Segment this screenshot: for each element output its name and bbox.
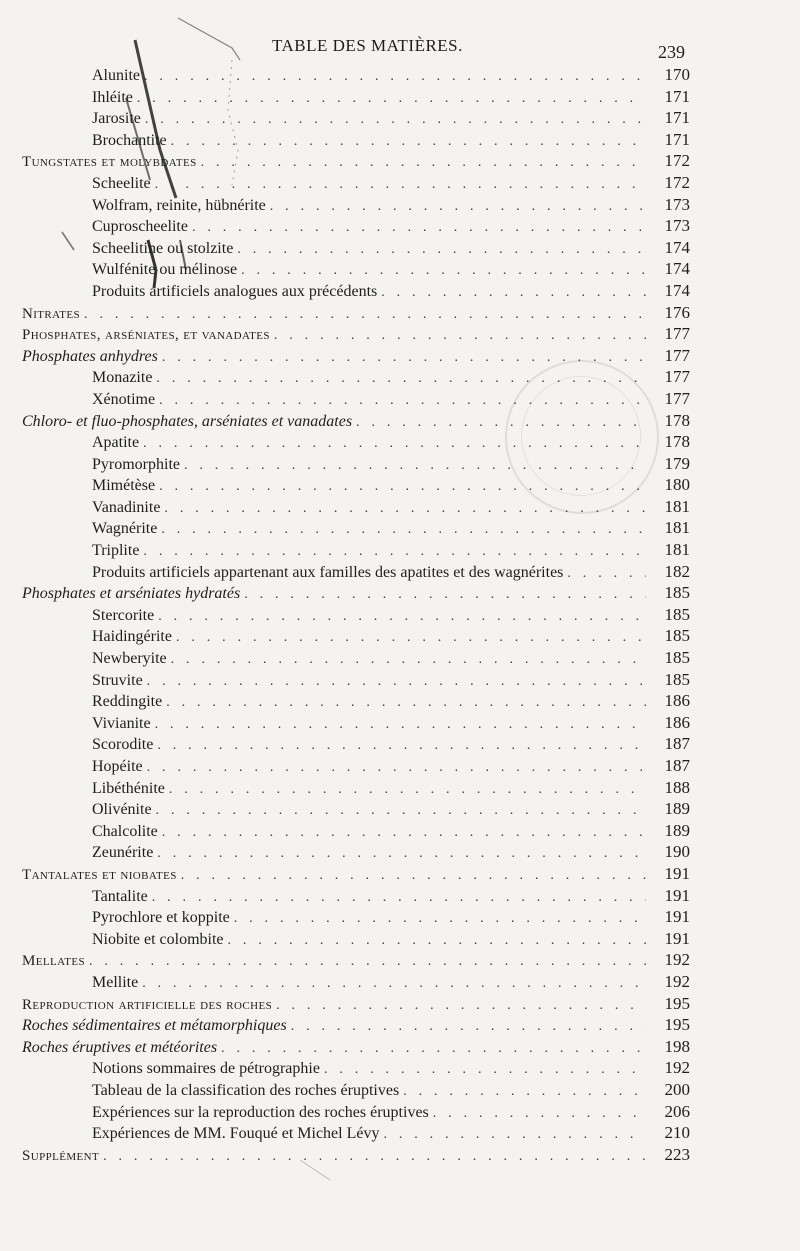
toc-entry-title: Cuproscheelite <box>92 218 188 236</box>
toc-entry-title: Pyromorphite <box>92 455 180 473</box>
toc-entry-page: 195 <box>664 993 690 1013</box>
toc-subentry <box>22 625 690 647</box>
toc-entry-page: 191 <box>664 885 690 905</box>
toc-entry-title: Wagnérite <box>92 520 158 538</box>
dot-leader <box>324 1059 646 1081</box>
dot-leader <box>169 779 646 801</box>
toc-entry-title: Tableau de la classification des roches éruptives <box>92 1081 400 1099</box>
dot-leader <box>84 304 646 326</box>
dot-leader <box>221 1038 646 1060</box>
toc-entry-title: Expériences de MM. Fouqué et Michel Lévy <box>92 1125 380 1143</box>
dot-leader <box>147 671 646 693</box>
toc-entry-title: Reproduction artificielle des roches <box>22 996 273 1013</box>
dot-leader <box>291 1016 646 1038</box>
toc-subentry <box>22 1057 690 1079</box>
toc-entry-title: Notions sommaires de pétrographie <box>92 1060 320 1078</box>
toc-subentry <box>22 431 690 453</box>
toc-subentry <box>22 733 690 755</box>
toc-entry-page: 190 <box>664 842 690 862</box>
toc-entry-title: Wolfram, reinite, hübnérite <box>92 196 266 214</box>
toc-entry-title: Newberyite <box>92 650 167 668</box>
dot-leader <box>164 498 646 520</box>
toc-entry-page: 185 <box>664 669 690 689</box>
dot-leader <box>145 109 646 131</box>
toc-subentry <box>22 474 690 496</box>
toc-entry-title: Xénotime <box>92 390 156 408</box>
toc-entry-title: Monazite <box>92 369 153 387</box>
toc-subentry <box>22 539 690 561</box>
toc-entry-title: Nitrates <box>22 305 81 322</box>
toc-entry-page: 192 <box>664 971 690 991</box>
toc-entry-page: 189 <box>664 820 690 840</box>
dot-leader <box>143 541 646 563</box>
dot-leader <box>270 196 646 218</box>
toc-entry-title: Apatite <box>92 434 140 452</box>
toc-entry-page: 173 <box>664 216 690 236</box>
page-number: 239 <box>658 42 685 62</box>
toc-entry-title: Tantalates et niobates <box>22 866 177 883</box>
toc-section-heading <box>22 345 690 367</box>
toc-entry-title: Roches sédimentaires et métamorphiques <box>22 1017 287 1035</box>
dot-leader <box>201 152 646 174</box>
toc-entry-page: 177 <box>664 324 690 344</box>
toc-subentry <box>22 280 690 302</box>
toc-entry-page: 185 <box>664 604 690 624</box>
dot-leader <box>241 260 646 282</box>
toc-entry-page: 173 <box>664 194 690 214</box>
toc-entry-title: Jarosite <box>92 110 141 128</box>
toc-entry-title: Olivénite <box>92 801 152 819</box>
dot-leader <box>137 88 646 110</box>
running-title: TABLE DES MATIÈRES. <box>272 36 463 55</box>
toc-section-heading <box>22 150 690 172</box>
toc-subentry <box>22 453 690 475</box>
toc-entry-title: Mimétèse <box>92 477 156 495</box>
dot-leader <box>381 282 646 304</box>
toc-entry-title: Pyrochlore et koppite <box>92 909 230 927</box>
toc-entry-page: 191 <box>664 863 690 883</box>
dot-leader <box>147 757 646 779</box>
toc-entry-page: 186 <box>664 691 690 711</box>
toc-entry-title: Roches éruptives et météorites <box>22 1038 218 1056</box>
dot-leader <box>244 584 646 606</box>
toc-entry-title: Brochantite <box>92 131 167 149</box>
toc-entry-page: 198 <box>664 1036 690 1056</box>
toc-subentry <box>22 820 690 842</box>
dot-leader <box>176 627 646 649</box>
toc-entry-page: 187 <box>664 734 690 754</box>
toc-entry-page: 179 <box>664 453 690 473</box>
dot-leader <box>157 843 646 865</box>
toc-entry-title: Mellite <box>92 973 139 991</box>
toc-entry-title: Supplément <box>22 1147 100 1164</box>
toc-entry-page: 174 <box>664 237 690 257</box>
toc-entry-page: 181 <box>664 518 690 538</box>
toc-entry-page: 186 <box>664 712 690 732</box>
dot-leader <box>184 455 646 477</box>
dot-leader <box>159 390 646 412</box>
toc-entry-page: 189 <box>664 799 690 819</box>
toc-entry-page: 170 <box>664 65 690 84</box>
toc-subentry <box>22 388 690 410</box>
toc-subentry <box>22 517 690 539</box>
toc-section-heading <box>22 302 690 324</box>
toc-entry-title: Reddingite <box>92 693 163 711</box>
toc-entry-title: Phosphates anhydres <box>22 347 158 365</box>
toc-section-heading <box>22 1144 690 1166</box>
toc-subentry <box>22 604 690 626</box>
dot-leader <box>567 563 646 585</box>
toc-entry-title: Expériences sur la reproduction des roches éruptives <box>92 1103 429 1121</box>
toc-entry-page: 206 <box>664 1101 690 1121</box>
dot-leader <box>157 735 646 757</box>
toc-entry-title: Niobite et colombite <box>92 930 224 948</box>
toc-subentry <box>22 1122 690 1144</box>
toc-entry-page: 185 <box>664 648 690 668</box>
toc-entry-title: Produits artificiels analogues aux précédents <box>92 282 378 300</box>
toc-subentry <box>22 237 690 259</box>
dot-leader <box>237 239 646 261</box>
toc-entry-title: Phosphates et arséniates hydratés <box>22 585 241 603</box>
toc-subentry <box>22 669 690 691</box>
toc-subentry <box>22 86 690 108</box>
toc-subentry <box>22 755 690 777</box>
dot-leader <box>192 217 646 239</box>
toc-section-heading <box>22 949 690 971</box>
toc-subentry <box>22 64 690 86</box>
dot-leader <box>143 433 646 455</box>
toc-entry-page: 181 <box>664 540 690 560</box>
toc-entry-page: 223 <box>664 1144 690 1164</box>
toc-section-heading <box>22 582 690 604</box>
toc-subentry <box>22 906 690 928</box>
toc-entry-title: Mellates <box>22 953 85 970</box>
dot-leader <box>155 714 646 736</box>
toc-entry-title: Wulfénite ou mélinose <box>92 261 238 279</box>
toc-subentry <box>22 928 690 950</box>
toc-entry-title: Haidingérite <box>92 628 172 646</box>
toc-entry-page: 177 <box>664 345 690 365</box>
toc-entry-page: 178 <box>664 410 690 430</box>
toc-section-heading <box>22 410 690 432</box>
dot-leader <box>152 887 646 909</box>
toc-subentry <box>22 971 690 993</box>
toc-entry-page: 180 <box>664 475 690 495</box>
toc-entry-page: 171 <box>664 86 690 106</box>
toc-entry-title: Alunite <box>92 67 140 84</box>
toc-entry-page: 174 <box>664 280 690 300</box>
toc-entry-page: 210 <box>664 1123 690 1143</box>
dot-leader <box>166 692 646 714</box>
toc-entry-title: Phosphates, arséniates, et vanadates <box>22 327 270 344</box>
toc-subentry <box>22 885 690 907</box>
toc-entry-page: 177 <box>664 367 690 387</box>
dot-leader <box>276 995 646 1017</box>
toc-entry-page: 185 <box>664 583 690 603</box>
dot-leader <box>234 908 646 930</box>
toc-entry-page: 191 <box>664 907 690 927</box>
toc-entry-page: 178 <box>664 432 690 452</box>
toc-entry-title: Tantalite <box>92 887 148 905</box>
dot-leader <box>228 930 646 952</box>
toc-entry-page: 174 <box>664 259 690 279</box>
toc-entry-title: Tungstates et molybdates <box>22 154 197 171</box>
toc-subentry <box>22 690 690 712</box>
toc-entry-page: 188 <box>664 777 690 797</box>
dot-leader <box>433 1103 646 1125</box>
dot-leader <box>403 1081 646 1103</box>
toc-entry-page: 192 <box>664 1058 690 1078</box>
toc-entry-page: 192 <box>664 950 690 970</box>
toc-entry-title: Scheelite <box>92 174 151 192</box>
toc-subentry <box>22 777 690 799</box>
toc-section-heading <box>22 993 690 1015</box>
toc-entry-title: Produits artificiels appartenant aux familles des apatites et des wagnérites <box>92 563 564 581</box>
dot-leader <box>156 368 646 390</box>
dot-leader <box>89 951 646 973</box>
toc-entry-title: Ihléite <box>92 88 133 106</box>
toc-entry-page: 177 <box>664 388 690 408</box>
toc-entry-page: 176 <box>664 302 690 322</box>
toc-section-heading <box>22 323 690 345</box>
toc-subentry <box>22 841 690 863</box>
toc-entry-page: 171 <box>664 129 690 149</box>
dot-leader <box>159 476 646 498</box>
toc-section-heading <box>22 1036 690 1058</box>
toc-subentry <box>22 215 690 237</box>
toc-entry-page: 195 <box>664 1015 690 1035</box>
toc-entry-title: Libéthénite <box>92 779 165 797</box>
toc-entry-title: Hopéite <box>92 758 143 775</box>
toc-subentry <box>22 1101 690 1123</box>
toc-section-heading <box>22 1014 690 1036</box>
toc-subentry <box>22 647 690 669</box>
dot-leader <box>155 174 646 196</box>
dot-leader <box>274 325 646 347</box>
toc-subentry <box>22 798 690 820</box>
dot-leader <box>142 973 646 995</box>
dot-leader <box>181 865 646 887</box>
toc-section-heading <box>22 863 690 885</box>
dot-leader <box>162 347 646 369</box>
dot-leader <box>156 800 646 822</box>
toc-entry-title: Chalcolite <box>92 822 158 840</box>
toc-entry-title: Stercorite <box>92 606 155 624</box>
dot-leader <box>161 519 646 541</box>
toc-entry-title: Struvite <box>92 671 143 689</box>
toc-subentry <box>22 258 690 280</box>
toc-entry-page: 187 <box>664 756 690 775</box>
toc-entry-page: 171 <box>664 108 690 128</box>
dot-leader <box>144 66 646 88</box>
toc-subentry <box>22 561 690 583</box>
toc-entry-page: 200 <box>664 1079 690 1099</box>
toc-subentry <box>22 194 690 216</box>
toc-subentry <box>22 366 690 388</box>
dot-leader <box>171 131 646 153</box>
pencil-stroke <box>178 18 240 60</box>
toc-entry-page: 172 <box>664 151 690 171</box>
toc-entry-title: Vanadinite <box>92 498 161 516</box>
toc-entry-title: Chloro- et fluo-phosphates, arséniates et vanadates <box>22 412 353 430</box>
toc-entry-title: Scheelitine ou stolzite <box>92 239 234 257</box>
toc-entry-page: 181 <box>664 496 690 516</box>
toc-entry-page: 191 <box>664 928 690 948</box>
toc-entry-page: 185 <box>664 626 690 646</box>
toc-entry-title: Triplite <box>92 542 140 560</box>
dot-leader <box>162 822 646 844</box>
dot-leader <box>158 606 646 628</box>
toc-subentry <box>22 496 690 518</box>
toc-entry-title: Zeunérite <box>92 844 154 862</box>
toc-subentry <box>22 107 690 129</box>
toc-subentry <box>22 129 690 151</box>
dot-leader <box>171 649 646 671</box>
toc-subentry <box>22 1079 690 1101</box>
toc-entry-page: 172 <box>664 172 690 192</box>
toc-subentry <box>22 172 690 194</box>
table-of-contents <box>22 64 690 1165</box>
toc-entry-title: Vivianite <box>92 714 151 732</box>
dot-leader <box>383 1124 646 1146</box>
dot-leader <box>103 1146 646 1168</box>
toc-entry-title: Scorodite <box>92 736 154 754</box>
dot-leader <box>356 412 646 434</box>
toc-subentry <box>22 712 690 734</box>
toc-entry-page: 182 <box>664 561 690 581</box>
